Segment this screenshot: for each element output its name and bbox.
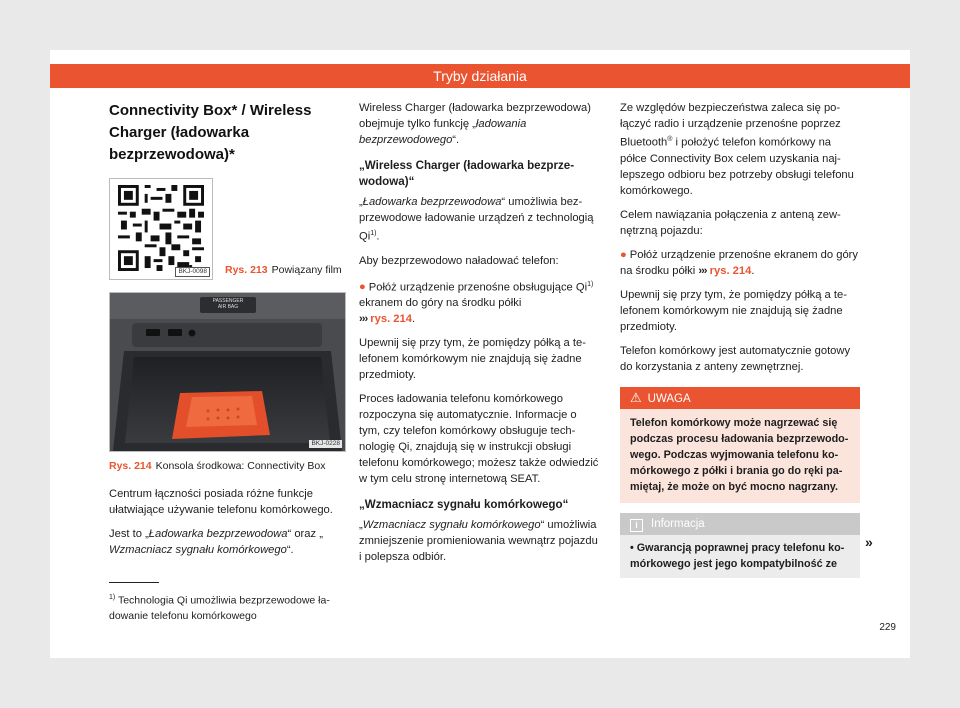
figure-number: Rys. 214 (109, 460, 152, 472)
figure-214-photo (109, 292, 346, 452)
subheading: „Wireless Charger (ładowarka bezprzewodowa)“ (359, 159, 575, 188)
column-1 (109, 100, 344, 566)
paragraph: „Wzmacniacz sygnału komórkowego“ umożliwia zmniejszenie promieniowania wewnątrz pojazdu i polepsza odbiór. (359, 519, 598, 564)
usb-port-icon (146, 329, 160, 336)
warning-box (620, 387, 860, 503)
paragraph: Wireless Charger (ładowarka bezprzewodowa) obejmuje tylko funkcję „ładowania bezprzewodowego“. (359, 102, 591, 146)
subheading: „Wzmacniacz sygnału komórkowego“ (359, 498, 569, 512)
paragraph: Jest to „Ładowarka bezprzewodowa“ oraz „ Wzmacniacz sygnału komórkowego“. (109, 528, 323, 556)
section-title: Connectivity Box* / Wireless Charger (ładowarka bezprzewodowa)* (109, 102, 312, 163)
qr-code-icon (118, 185, 204, 271)
paragraph: Aby bezprzewodowo naładować telefon: (359, 254, 559, 267)
page-number: 229 (879, 622, 896, 633)
reference-arrow-icon: ››› (359, 313, 368, 326)
usb-port-icon (168, 329, 182, 336)
info-icon: i (630, 519, 643, 532)
info-text: • Gwarancją poprawnej pracy telefonu komórkowego jest jego kompatybilność ze (630, 541, 845, 570)
paragraph: Ze względów bezpieczeństwa zaleca się połączyć radio i urządzenie przenośne poprzez Bluetooth® i położyć telefon komórkowy na półce Connectivity Box celem uzyskania najlepszego odbioru bez potrzeby obsługi telefonu komórkowego. (620, 102, 854, 197)
figure-number: Rys. 213 (225, 264, 268, 276)
qr-code-box[interactable] (109, 178, 213, 280)
footnote-rule (109, 582, 159, 583)
paragraph: Upewnij się przy tym, że pomiędzy półką a telefonem komórkowym nie znajdują się żadne przedmioty. (359, 337, 586, 382)
footnote: $^{1)}$ Technologia Qi umożliwia bezprzewodowe ładowanie telefonu komórkowego (109, 594, 330, 622)
paragraph: Telefon komórkowy jest automatycznie gotowy do korzystania z anteny zewnętrznej. (620, 344, 851, 373)
figure-tag: BKJ-0098 (175, 267, 210, 277)
paragraph: Upewnij się przy tym, że pomiędzy półką a telefonem komórkowym nie znajdują się żadne przedmioty. (620, 288, 847, 333)
warning-header: ⚠ UWAGA (620, 387, 860, 409)
bullet-icon: ● (359, 281, 366, 294)
column-3 (620, 100, 860, 578)
page-header: Tryby działania (50, 64, 910, 88)
warning-triangle-icon: ⚠ (630, 389, 642, 405)
column-2 (359, 100, 599, 573)
figure-reference-link[interactable]: rys. 214 (709, 264, 752, 277)
figure-caption (225, 262, 342, 278)
paragraph: Celem nawiązania połączenia z anteną zewnętrzną pojazdu: (620, 208, 841, 237)
figure-213 (109, 178, 344, 278)
warning-text: Telefon komórkowy może nagrzewać się podczas procesu ładowania bezprzewodowego. Podczas wyjmowania telefonu komórkowego z półki i brania go do ręki pamiętaj, że może on być mocno nagrzany. (630, 416, 849, 493)
manual-page (50, 50, 910, 658)
center-console-illustration (110, 293, 345, 451)
paragraph: „Ładowarka bezprzewodowa“ umożliwia bezprzewodowe ładowanie urządzeń z technologią Qi$^{1)}$. (359, 196, 594, 243)
airbag-panel-label: PASSENGER AIR BAG (212, 298, 244, 310)
figure-caption (109, 458, 344, 474)
reference-arrow-icon: ››› (698, 264, 707, 277)
figure-tag: BKJ-0228 (311, 440, 340, 447)
paragraph: Proces ładowania telefonu komórkowego rozpoczyna się automatycznie. Informacje o tym, czy telefon komórkowy obsługuje technologię Qi, znajdują się w instrukcji obsługi telefonu komórkowego; możesz także odwiedzić w tym celu stronę internetową SEAT. (359, 393, 599, 486)
figure-reference-link[interactable]: rys. 214 (370, 313, 412, 326)
continue-arrow-icon: » (865, 534, 873, 550)
paragraph: Centrum łączności posiada różne funkcje ułatwiające używanie telefonu komórkowego. (109, 488, 333, 516)
info-header: i Informacja (620, 513, 860, 535)
figure-caption-text: Konsola środkowa: Connectivity Box (155, 460, 326, 472)
figure-caption-text: Powiązany film (271, 264, 342, 276)
info-box (620, 513, 860, 578)
bullet-item: ● Połóż urządzenie przenośne obsługujące Qi$^{1)}$ ekranem do góry na środku półki ››› rys. 214. (359, 280, 594, 326)
bullet-icon: ● (620, 248, 627, 261)
bullet-item: ● Połóż urządzenie przenośne ekranem do góry na środku półki ››› rys. 214. (620, 248, 859, 277)
